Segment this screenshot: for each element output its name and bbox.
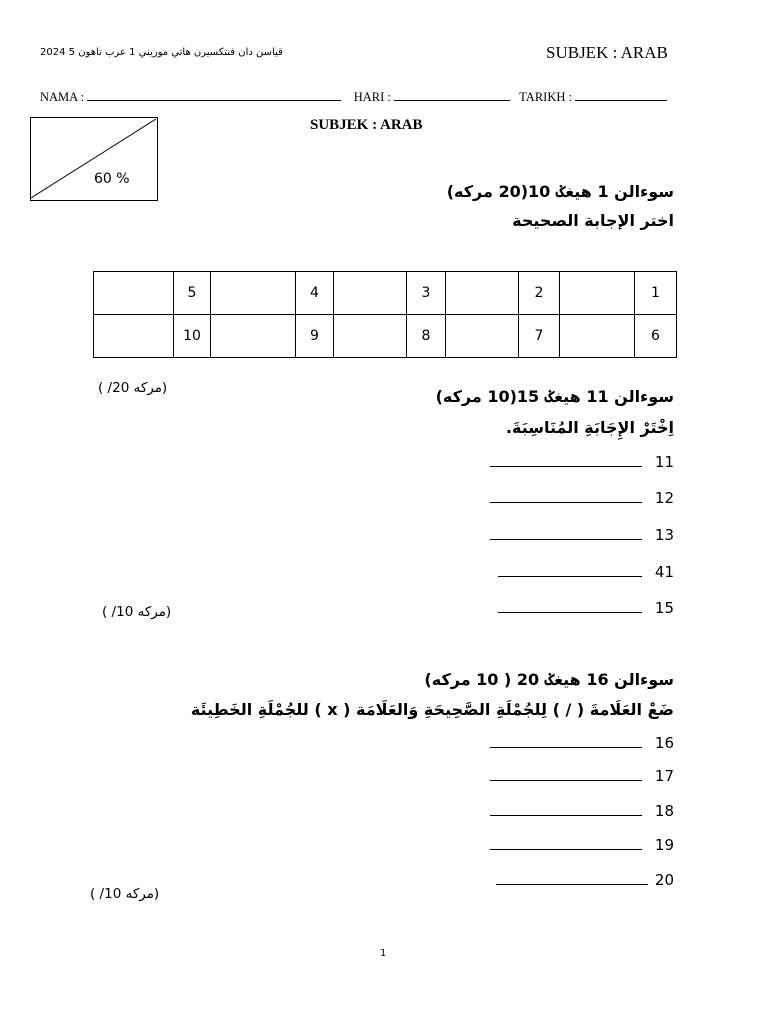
- tarikh-input-line[interactable]: [575, 89, 667, 101]
- answer-blank[interactable]: [490, 768, 642, 781]
- score-box-diagonal: [31, 118, 157, 200]
- answer-blank[interactable]: [490, 837, 642, 850]
- item-number: 15: [654, 599, 674, 617]
- question-number-cell: 5: [174, 272, 211, 315]
- answer-row-1: [94, 272, 677, 315]
- answer-line-item[interactable]: [490, 802, 674, 822]
- student-info-row: [40, 89, 667, 105]
- item-number: 16: [654, 734, 674, 752]
- page-number: 1: [380, 948, 387, 959]
- section1-instruction: اختر الإجابة الصحيحة: [512, 211, 674, 230]
- answer-blank[interactable]: [490, 490, 642, 503]
- question-number-cell: 3: [407, 272, 446, 315]
- answer-cell[interactable]: [94, 315, 174, 358]
- question-number-cell: 6: [635, 315, 677, 358]
- item-number: 13: [654, 526, 674, 544]
- answer-cell[interactable]: [211, 315, 296, 358]
- answer-line-item[interactable]: [498, 599, 674, 619]
- answer-cell[interactable]: [560, 272, 635, 315]
- section1-title: سوءالن 1 هيغݢ 10(20 مركه): [446, 182, 674, 201]
- subject-title: SUBJEK : ARAB: [310, 117, 423, 133]
- answer-cell[interactable]: [334, 315, 407, 358]
- answer-line-item[interactable]: [496, 871, 674, 891]
- question-number-cell: 8: [407, 315, 446, 358]
- score-percent: 60 %: [94, 171, 130, 187]
- section2-title: سوءالن 11 هيغݢ 15(10 مركه): [435, 387, 674, 406]
- item-number: 19: [654, 836, 674, 854]
- answer-blank[interactable]: [490, 803, 642, 816]
- nama-input-line[interactable]: [87, 89, 341, 101]
- section3-instruction: ضَعْ العَلَامةَ ( / ) لِلجُمْلَةِ الصَّحِيحَةِ وَالعَلَامَة ( x ) للجُمْلَةِ الخَطِيئَة: [190, 700, 674, 719]
- answer-cell[interactable]: [334, 272, 407, 315]
- subject-header: SUBJEK : ARAB: [546, 43, 668, 62]
- answer-line-item[interactable]: [498, 563, 674, 583]
- question-number-cell: 1: [635, 272, 677, 315]
- answer-blank[interactable]: [498, 600, 642, 613]
- section2-instruction: اِخْتَرْ الإِجَابَةِ المُنَاسِبَةَ.: [505, 418, 674, 437]
- answer-cell[interactable]: [211, 272, 296, 315]
- answer-table: [93, 271, 677, 358]
- hari-input-line[interactable]: [394, 89, 510, 101]
- answer-row-2: [94, 315, 677, 358]
- answer-cell[interactable]: [94, 272, 174, 315]
- item-number: 17: [654, 767, 674, 785]
- item-number: 41: [654, 563, 674, 581]
- section1-marks: (مركه 20/ ): [98, 380, 168, 396]
- answer-line-item[interactable]: [490, 767, 674, 787]
- question-number-cell: 2: [519, 272, 560, 315]
- answer-line-item[interactable]: [490, 526, 674, 546]
- answer-blank[interactable]: [496, 872, 648, 885]
- question-number-cell: 4: [296, 272, 334, 315]
- tarikh-label: TARIKH :: [519, 90, 572, 104]
- section3-marks: (مركه 10/ ): [90, 886, 160, 902]
- answer-blank[interactable]: [490, 527, 642, 540]
- exam-info: قياسن دان فنتكسيرن هاتي موريني 1 عرب تاهون 5 2024: [40, 47, 283, 58]
- answer-line-item[interactable]: [490, 453, 674, 473]
- question-number-cell: 9: [296, 315, 334, 358]
- answer-blank[interactable]: [498, 564, 642, 577]
- section3-title: سوءالن 16 هيغݢ 20 ( 10 مركه): [424, 670, 674, 689]
- answer-cell[interactable]: [446, 315, 519, 358]
- item-number: 12: [654, 489, 674, 507]
- section2-marks: (مركه 10/ ): [102, 604, 172, 620]
- question-number-cell: 7: [519, 315, 560, 358]
- answer-line-item[interactable]: [490, 489, 674, 509]
- answer-blank[interactable]: [490, 735, 642, 748]
- answer-line-item[interactable]: [490, 836, 674, 856]
- answer-cell[interactable]: [560, 315, 635, 358]
- item-number: 11: [654, 453, 674, 471]
- answer-line-item[interactable]: [490, 734, 674, 754]
- question-number-cell: 10: [174, 315, 211, 358]
- score-box: [30, 117, 158, 201]
- item-number: 18: [654, 802, 674, 820]
- hari-label: HARI :: [353, 90, 391, 104]
- item-number: 20: [654, 871, 674, 889]
- answer-cell[interactable]: [446, 272, 519, 315]
- answer-blank[interactable]: [490, 454, 642, 467]
- nama-label: NAMA :: [40, 90, 85, 104]
